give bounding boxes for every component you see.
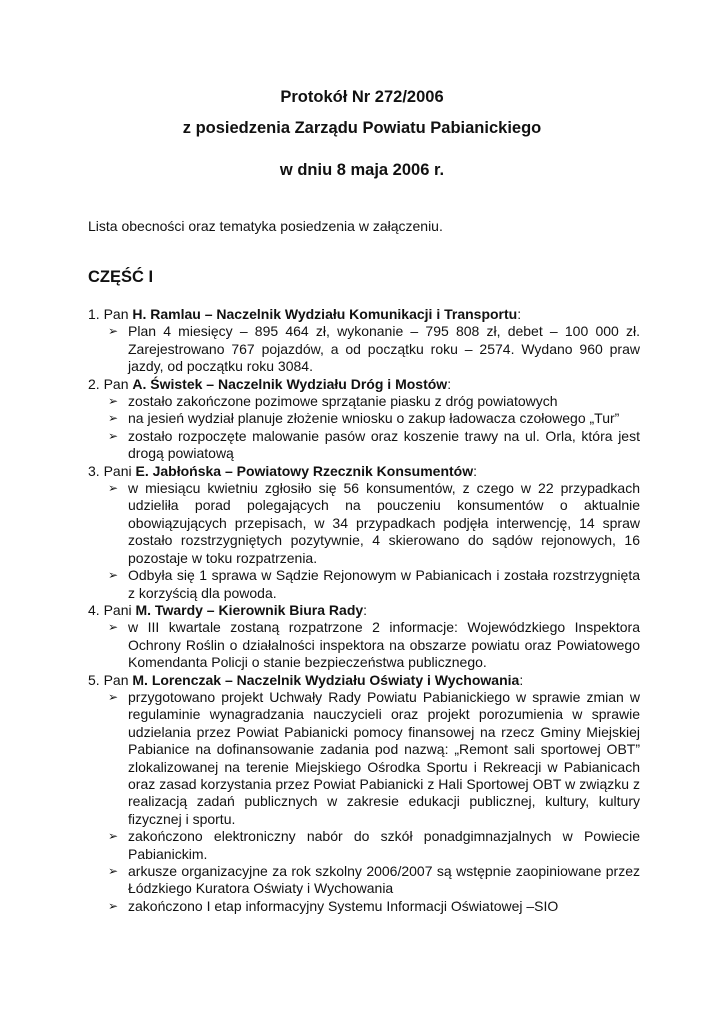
section-title: CZĘŚĆ I [88, 268, 154, 286]
agenda-item-colon: : [473, 462, 478, 479]
bullet-list [88, 393, 640, 463]
agenda-item-number: 3. Pani [88, 462, 136, 479]
agenda-item-number: 5. Pan [88, 671, 133, 688]
agenda-item-heading [88, 306, 640, 323]
bullet-list [88, 323, 640, 375]
document-date: w dniu 8 maja 2006 r. [279, 161, 445, 179]
bullet-list [88, 480, 640, 602]
list-item-text: Plan 4 miesięcy – 895 464 zł, wykonanie – 795 808 zł, debet – 100 000 zł. Zarejestrowano 767 pojazdów, a od początku roku – 2574. Wydano 960 praw jazdy, od początku roku 3084. [128, 323, 640, 375]
list-item-text: zakończono elektroniczny nabór do szkół ponadgimnazjalnych w Powiecie Pabianickim. [128, 828, 640, 862]
agenda-item-colon: : [363, 601, 368, 618]
list-item [108, 393, 640, 410]
agenda-item-person: M. Twardy – Kierownik Biura Rady [135, 601, 364, 618]
document-title: Protokół Nr 272/2006 [280, 88, 444, 106]
arrow-bullet-icon: ➢ [108, 394, 119, 409]
list-item-text: w III kwartale zostaną rozpatrzone 2 informacje: Wojewódzkiego Inspektora Ochrony Roślin o działalności inspektora na obszarze powiatu oraz Powiatowego Komendanta Policji o stanie bezpieczeństwa publicznego. [128, 619, 640, 671]
agenda-item-person: M. Lorenczak – Naczelnik Wydziału Oświaty i Wychowania [132, 671, 520, 688]
list-item [108, 323, 640, 375]
agenda-item-heading [88, 376, 640, 393]
agenda-item-heading [88, 602, 640, 619]
list-item-text: arkusze organizacyjne za rok szkolny 2006/2007 są wstępnie zaopiniowane przez Łódzkiego Kuratora Oświaty i Wychowania [128, 863, 640, 897]
list-item-text: Odbyła się 1 sprawa w Sądzie Rejonowym w Pabianicach i została rozstrzygnięta z korzyścią dla powoda. [128, 567, 640, 601]
intro-text: Lista obecności oraz tematyka posiedzenia w załączeniu. [88, 218, 443, 234]
document-subtitle: z posiedzenia Zarządu Powiatu Pabianickiego [182, 119, 542, 137]
agenda-item-number: 4. Pani [88, 601, 136, 618]
list-item [108, 863, 640, 898]
list-item [108, 480, 640, 567]
bullet-list [88, 689, 640, 915]
arrow-bullet-icon: ➢ [108, 689, 119, 704]
arrow-bullet-icon: ➢ [108, 829, 119, 844]
list-item [108, 619, 640, 671]
agenda-item-colon: : [517, 306, 522, 322]
list-item [108, 427, 640, 463]
list-item-text: zostało rozpoczęte malowanie pasów oraz koszenie trawy na ul. Orla, która jest drogą powiatową [128, 427, 640, 462]
list-item-text: na jesień wydział planuje złożenie wniosku o zakup ładowacza czołowego „Tur” [128, 410, 620, 427]
agenda-item-colon: : [519, 671, 524, 688]
arrow-bullet-icon: ➢ [108, 620, 119, 635]
list-item [108, 688, 640, 828]
arrow-bullet-icon: ➢ [108, 481, 119, 496]
list-item-text: zostało zakończone pozimowe sprzątanie piasku z dróg powiatowych [128, 393, 558, 410]
arrow-bullet-icon: ➢ [108, 864, 119, 878]
list-item-text: zakończono I etap informacyjny Systemu Informacji Oświatowej –SIO [128, 897, 559, 914]
agenda-item-person: H. Ramlau – Naczelnik Wydziału Komunikacji i Transportu [132, 306, 518, 322]
list-item [108, 897, 640, 915]
agenda-item-number: 2. Pan [88, 375, 133, 392]
list-item-text: przygotowano projekt Uchwały Rady Powiatu Pabianickiego w sprawie zmian w regulaminie wynagradzania nauczycieli oraz projekt porozumienia w sprawie udzielania przez Powiat Pabianicki pomocy finansowej na rzecz Gminy Miejskiej Pabianice na dofinansowanie zadania pod nazwą: „Remont sali sportowej OBT” zlokalizowanej na terenie Miejskiego Ośrodka Sportu i Rekreacji w Pabianicach oraz zasad korzystania przez Powiat Pabianicki z Hali Sportowej OBT w związku z realizacją zadań publicznych w zakresie edukacji publicznej, kultury, kultury fizycznej i sportu. [128, 688, 640, 827]
agenda-item-number: 1. Pan [88, 306, 133, 322]
bullet-list [88, 619, 640, 671]
arrow-bullet-icon: ➢ [108, 324, 119, 339]
list-item-text: w miesiącu kwietniu zgłosiło się 56 konsumentów, z czego w 22 przypadkach udzieliła porad polegających na pouczeniu konsumentów o aktualnie obowiązujących przepisach, w 34 przypadkach podjęła interwencję, 14 spraw zostało rozstrzygniętych pozytywnie, 4 skierowano do sądów rejonowych, 16 pozostaje w toku rozpatrzenia. [128, 480, 640, 566]
agenda-list [88, 306, 640, 915]
arrow-bullet-icon: ➢ [108, 568, 119, 583]
agenda-item-person: E. Jabłońska – Powiatowy Rzecznik Konsumentów [135, 462, 474, 479]
agenda-item-heading [88, 463, 640, 480]
arrow-bullet-icon: ➢ [108, 898, 119, 913]
arrow-bullet-icon: ➢ [108, 428, 119, 443]
agenda-item-colon: : [447, 375, 452, 392]
arrow-bullet-icon: ➢ [108, 411, 119, 426]
agenda-item-person: A. Świstek – Naczelnik Wydziału Dróg i Mostów [132, 375, 448, 392]
list-item [108, 410, 640, 427]
list-item [108, 828, 640, 863]
list-item [108, 567, 640, 602]
agenda-item-heading [88, 672, 640, 689]
